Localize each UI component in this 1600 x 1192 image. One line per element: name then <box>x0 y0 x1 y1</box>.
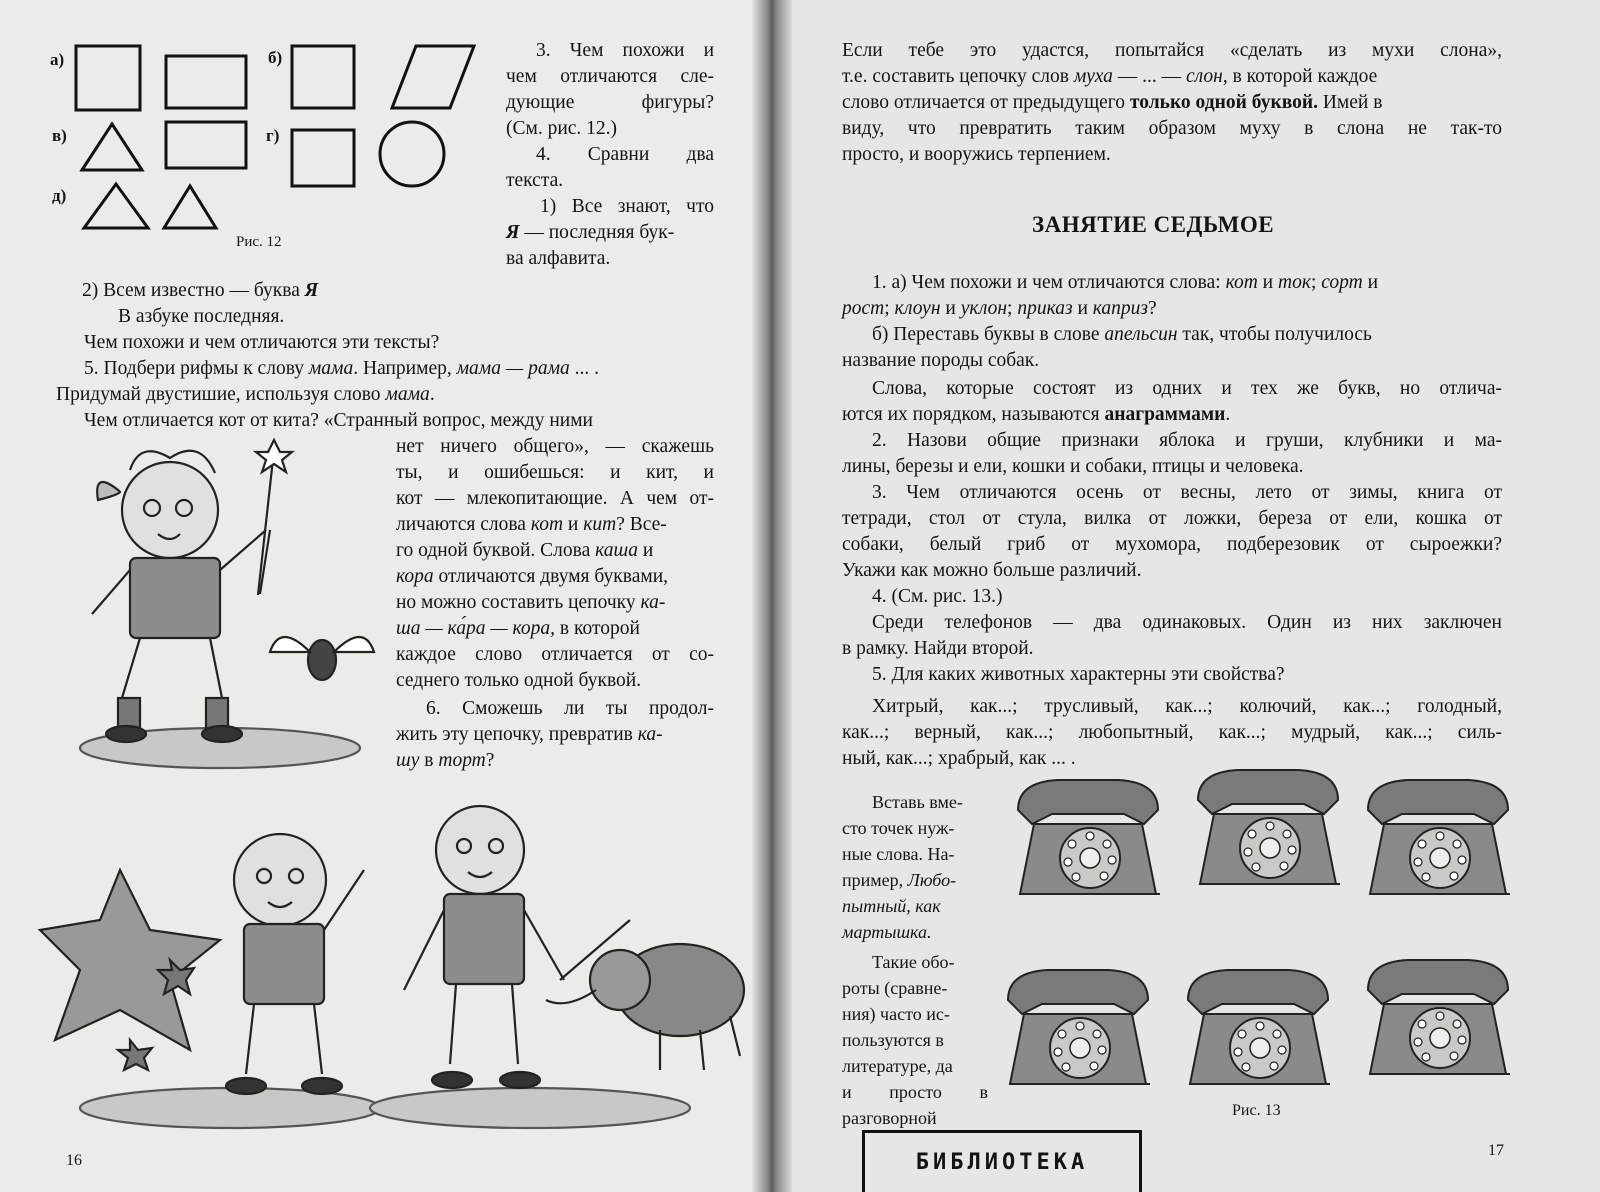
fig-label-d: д) <box>52 186 67 205</box>
telephone-5 <box>1188 970 1330 1084</box>
r1-l2-w5: каприз <box>1092 298 1149 319</box>
task4-line1: 4. Сравни два <box>536 144 714 165</box>
t6-l2-a: жить эту цепочку, превратив <box>396 724 638 745</box>
r1-l2-a: ; <box>884 298 895 319</box>
r-task2-line1: 2. Назови общие признаки яблока и груши, клубники и ма- <box>872 430 1502 451</box>
triangle-d2 <box>164 186 216 228</box>
r-task5-line1: 5. Для каких животных характерны эти свойства? <box>872 664 1285 685</box>
side-line11: литературе, да <box>842 1056 953 1076</box>
cat-whale-line5 <box>396 512 667 538</box>
r1-l6-a: ются их порядком, называются <box>842 404 1105 425</box>
r1-l2-d: и <box>1072 298 1093 319</box>
intro-l3-a: слово отличается от предыдущего <box>842 92 1130 113</box>
r1-l6-b: . <box>1225 404 1231 425</box>
r-task1-line2 <box>842 296 1157 322</box>
side-l6-w: мартышка. <box>842 922 932 942</box>
task4-text2-num: 2) Всем известно — буква <box>82 280 305 301</box>
cw-l8-b: в которой <box>555 618 640 639</box>
task3-line1: 3. Чем похожи и <box>536 40 714 61</box>
cw-l4-a: личаются слова <box>396 514 531 535</box>
task5-mid: . Например, <box>353 358 457 379</box>
r1-l1-a: 1. а) Чем похожи и чем отличаются слова: <box>872 272 1226 293</box>
task4-text1-rest: — последняя бук- <box>519 222 675 243</box>
side-line8: роты (сравне- <box>842 978 948 998</box>
triangle-d1 <box>84 184 148 228</box>
r-task3-line1: 3. Чем отличаются осень от весны, лето от зимы, книга от <box>872 482 1502 503</box>
r-task1-line1 <box>872 270 1378 296</box>
task4-text2-line1 <box>82 278 318 304</box>
task5-line2 <box>56 382 435 408</box>
side-line4 <box>842 868 956 894</box>
r-task2-line2: лины, березы и ели, кошки и собаки, птицы и человека. <box>842 456 1304 477</box>
side-line3: ные слова. На- <box>842 844 955 864</box>
intro-line2 <box>842 64 1377 90</box>
library-stamp <box>862 1130 1142 1192</box>
r-task5-line4: ный, как...; храбрый, как ... . <box>842 748 1076 769</box>
task3-line2: чем отличаются сле- <box>506 66 714 87</box>
cat-whale-line6 <box>396 538 653 564</box>
intro-l3-b: Имей в <box>1317 92 1383 113</box>
r1-l1-w2: ток <box>1277 272 1311 293</box>
section-heading: ЗАНЯТИЕ СЕДЬМОЕ <box>1032 212 1275 237</box>
rectangle-v <box>166 122 246 168</box>
square-g <box>292 130 354 186</box>
cw-l4-c: ? Все- <box>616 514 667 535</box>
task4-text1-line1: 1) Все знают, что <box>540 196 714 217</box>
circle-g <box>380 122 444 186</box>
cat-whale-line9 <box>396 616 640 642</box>
t6-l3-w: шу <box>396 750 420 771</box>
side-line1: Вставь вме- <box>872 792 963 812</box>
intro-l2-w2: слон <box>1185 66 1223 87</box>
figure-13-telephones <box>1000 770 1520 1130</box>
r1-l2-w4: приказ <box>1017 298 1073 319</box>
t6-l3-w2: торт <box>438 750 486 771</box>
task6-line3 <box>396 748 494 774</box>
library-stamp-text: БИБЛИОТЕКА <box>915 1150 1089 1175</box>
task5-example: мама — рама <box>456 358 570 379</box>
cat-whale-line2: нет ничего общего», — скажешь <box>396 436 714 457</box>
letter-ya-2: Я <box>304 280 319 301</box>
cw-l5-b: и <box>637 540 654 561</box>
page-number-right: 17 <box>1488 1142 1504 1159</box>
parallelogram-b <box>392 46 474 108</box>
side-l4-w: Любо- <box>907 870 957 890</box>
cw-l4-b: и <box>563 514 584 535</box>
cw-l8-w: ша — ка́ра — кора, <box>396 618 556 639</box>
r1-l1-w3: сорт <box>1321 272 1363 293</box>
t6-l3-a: в <box>419 750 439 771</box>
task5-line2-word: мама <box>385 384 430 405</box>
r-task4-line3: в рамку. Найди второй. <box>842 638 1034 659</box>
figure-12-shapes <box>0 0 520 240</box>
cw-l5-a: го одной буквой. Слова <box>396 540 596 561</box>
r1-l2-w1: рост <box>842 298 885 319</box>
intro-l2-a: т.е. составить цепочку слов <box>842 66 1074 87</box>
side-line6 <box>842 920 932 946</box>
r1-l3-b: так, чтобы получилось <box>1177 324 1372 345</box>
cat-whale-line3: ты, и ошибешься: и кит, и <box>396 462 714 483</box>
girl-with-wand-illustration <box>60 430 380 770</box>
t6-l3-b: ? <box>485 750 495 771</box>
r1-l2-b: и <box>940 298 961 319</box>
telephone-4 <box>1008 970 1150 1084</box>
cw-l5-w: каша <box>595 540 638 561</box>
task4-text2-line2: В азбуке последняя. <box>118 306 285 327</box>
telephone-1 <box>1018 780 1160 894</box>
r-task5-line3: как...; верный, как...; любопытный, как...; мудрый, как...; силь- <box>842 722 1502 743</box>
cw-l6-b: отличаются двумя буквами, <box>433 566 669 587</box>
r-task3-line2: тетради, стол от стула, вилка от ложки, береза от ели, кошка от <box>842 508 1502 529</box>
r1-l1-b: и <box>1257 272 1278 293</box>
side-line9: ния) часто ис- <box>842 1004 950 1024</box>
task4-text1-line2 <box>506 220 674 246</box>
task6-line2 <box>396 722 663 748</box>
side-line5 <box>842 894 941 920</box>
cw-l4-w1: кот <box>530 514 564 535</box>
intro-l2-w1: муха <box>1073 66 1113 87</box>
r1-l2-w3: уклон <box>960 298 1008 319</box>
task5-prefix: 5. Подбери рифмы к слову <box>84 358 309 379</box>
task5-end: ... . <box>569 358 600 379</box>
task3-line4: (См. рис. 12.) <box>506 118 618 139</box>
r1-l2-c: ; <box>1007 298 1018 319</box>
task3-line3: дующие фигуры? <box>506 92 714 113</box>
side-line12: и просто в <box>842 1082 988 1102</box>
r-task4-line2: Среди телефонов — два одинаковых. Один из них заключен <box>872 612 1502 633</box>
telephone-2 <box>1198 770 1340 884</box>
r-task1-line3 <box>872 322 1372 348</box>
book-gutter <box>752 0 792 1192</box>
r-task1-line6 <box>842 402 1230 428</box>
cw-l7-w: ка- <box>640 592 666 613</box>
intro-line1: Если тебе это удастся, попытайся «сделать из мухи слона», <box>842 40 1502 61</box>
cat-whale-line1: Чем отличается кот от кита? «Странный вопрос, между ними <box>84 410 593 431</box>
cat-whale-line7 <box>396 564 668 590</box>
letter-ya: Я <box>506 222 520 243</box>
cw-l4-w2: кит <box>583 514 617 535</box>
r1-l1-w1: кот <box>1225 272 1258 293</box>
side-line13: разговорной <box>842 1108 937 1128</box>
fig-label-g: г) <box>266 126 280 145</box>
r1-l3-a: б) Переставь буквы в слове <box>872 324 1105 345</box>
r-task3-line4: Укажи как можно больше различий. <box>842 560 1142 581</box>
r-task5-line2: Хитрый, как...; трусливый, как...; колючий, как...; голодный, <box>872 696 1502 717</box>
t6-l2-w: ка- <box>637 724 663 745</box>
side-line10: пользуются в <box>842 1030 944 1050</box>
r1-l2-w2: клоун <box>894 298 941 319</box>
cat-whale-line4: кот — млекопитающие. А чем от- <box>396 488 714 509</box>
r1-l1-d: и <box>1362 272 1379 293</box>
intro-line5: просто, и вооружись терпением. <box>842 144 1111 165</box>
cw-l7-a: но можно составить цепочку <box>396 592 641 613</box>
page-number-left: 16 <box>66 1152 82 1169</box>
triangle-v <box>82 124 142 170</box>
task5-word: мама <box>308 358 354 379</box>
intro-l2-c: , в которой каждое <box>1222 66 1378 87</box>
fig-label-a: а) <box>50 50 65 69</box>
r1-l3-w: апельсин <box>1104 324 1178 345</box>
task5-line2-end: . <box>429 384 435 405</box>
task4-text1-line3: ва алфавита. <box>506 248 611 269</box>
square-a <box>76 46 140 110</box>
r-task1-line5: Слова, которые состоят из одних и тех же букв, но отлича- <box>872 378 1502 399</box>
side-line7: Такие обо- <box>872 952 955 972</box>
telephone-6 <box>1368 960 1510 1074</box>
fig-label-b: б) <box>268 48 283 67</box>
square-b <box>292 46 354 108</box>
r-task4-line1: 4. (См. рис. 13.) <box>872 586 1003 607</box>
task6-line1: 6. Сможешь ли ты продол- <box>426 698 714 719</box>
r1-l1-c: ; <box>1310 272 1322 293</box>
intro-l2-b: — ... — <box>1112 66 1186 87</box>
intro-line3 <box>842 90 1382 116</box>
telephone-3 <box>1368 780 1510 894</box>
r-task1-line4: название породы собак. <box>842 350 1040 371</box>
side-l5-w: пытный, как <box>842 896 941 916</box>
task5-line2-prefix: Придумай двустишие, используя слово <box>56 384 386 405</box>
intro-line4: виду, что превратить таким образом муху в слона не так-то <box>842 118 1502 139</box>
fig-label-v: в) <box>52 126 67 145</box>
girls-and-elephant-illustration <box>60 790 750 1140</box>
task5-line1 <box>84 356 599 382</box>
r-task3-line3: собаки, белый гриб от мухомора, подберезовик от сыроежки? <box>842 534 1502 555</box>
task4-question: Чем похожи и чем отличаются эти тексты? <box>84 332 440 353</box>
figure-12-caption: Рис. 12 <box>236 234 282 250</box>
side-l4-a: пример, <box>842 870 908 890</box>
cat-whale-line11: седнего только одной буквой. <box>396 670 642 691</box>
rectangle-a <box>166 56 246 108</box>
r1-l6-bold: анаграммами <box>1104 404 1226 425</box>
figure-13-caption: Рис. 13 <box>1232 1102 1281 1119</box>
cat-whale-line10: каждое слово отличается от со- <box>396 644 714 665</box>
side-line2: сто точек нуж- <box>842 818 955 838</box>
cat-whale-line8 <box>396 590 665 616</box>
task4-line2: текста. <box>506 170 564 191</box>
r1-l2-e: ? <box>1148 298 1157 319</box>
intro-l3-bold: только одной буквой. <box>1129 92 1318 113</box>
cw-l6-w: кора <box>396 566 434 587</box>
